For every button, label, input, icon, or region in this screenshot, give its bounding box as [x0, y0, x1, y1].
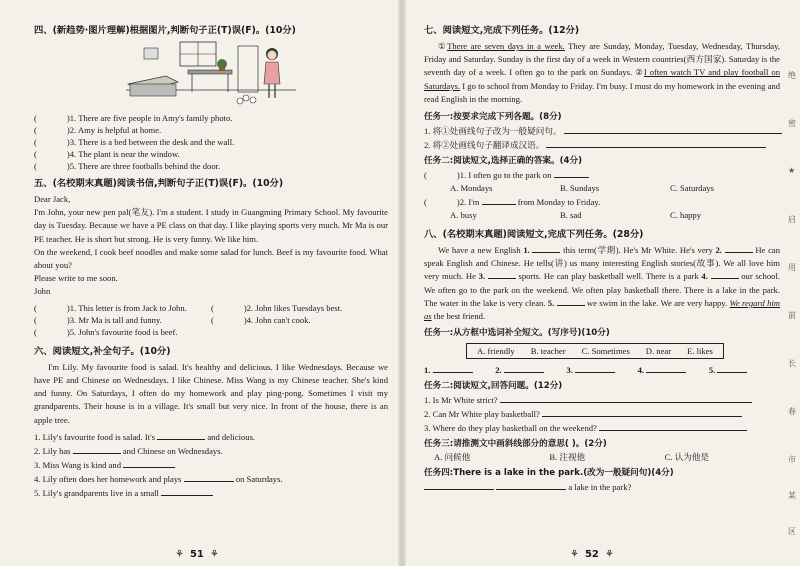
lily-passage: I'm Lily. My favourite food is salad. It's healthy and delicious. I like Wednesdays. Because we have PE and Chinese on Wednesdays. I like Chinese. Miss Wang is my Chinese teacher. She's kind and funny. On Saturdays, I often do my homework and play ping-pong. Sometimes I visit my grandparents. Their house is in a village. It's small but very nice. In front of the house, there is an apple tree. — [34, 361, 388, 425]
s7-task-1-q2: 2. 将②处画线句子翻译成汉语。 — [424, 138, 780, 152]
section-7-title: 七、阅读短文,完成下列任务。(12分) — [424, 25, 580, 36]
s4-item: ( )4. The plant is near the window. — [34, 149, 180, 159]
s8-task-1: 任务一:从方框中选词补全短文。(写序号)(10分) — [424, 328, 610, 339]
section-8-title: 八、(名校期末真题)阅读短文,完成下列任务。(28分) — [424, 229, 644, 241]
s6-question: 4. Lily often does her homework and plays on Saturdays. — [34, 473, 283, 484]
word-box: A. friendly B. teacher C. Sometimes D. near E. likes — [466, 343, 724, 359]
s6-question: 5. Lily's grandparents live in a small — [34, 486, 388, 500]
s8-task-3: 任务三:请推测文中画斜线部分的意思( )。(2分) — [424, 439, 607, 450]
s7-mcq-1: ( )1. I often go to the park on . — [424, 170, 590, 181]
s5-items-row: ( )1. This letter is from Jack to John. ( )2. John likes Tuesdays best. — [34, 302, 343, 313]
word-box-blanks: 1. 2. 3. 4. 5. — [424, 364, 780, 377]
s5-items-row: ( )5. John's favourite food is beef. — [34, 327, 178, 338]
s8-question: 2. Can Mr White play basketball? — [424, 407, 780, 421]
s8-task-2: 任务二:阅读短文,回答问题。(12分) — [424, 381, 563, 392]
s6-question: 3. Miss Wang is kind and — [34, 458, 388, 472]
s8-question: 3. Where do they play basketball on the weekend? — [424, 421, 780, 435]
letter-signature: John — [34, 286, 51, 297]
sprout-icon: ⚘ — [604, 549, 614, 560]
week-passage: ①There are seven days in a week. They are Sunday, Monday, Tuesday, Wednesday, Thursday, Friday and Saturday. Sunday is the first day of a week in Western countries(西方国家). Saturday is the seventh day of a week. I often go to the park on Sundays. ②I often watch TV and play football on Saturdays. I go to school from Monday to Friday. I'm busy. I must do my homework in the evening and read English in the morning. — [424, 41, 780, 104]
s5-items-row: ( )3. Mr Ma is tall and funny. ( )4. John can't cook. — [34, 315, 311, 326]
sprout-icon: ⚘ — [209, 549, 219, 560]
s7-mcq-2: ( )2. I'm from Monday to Friday. — [424, 197, 601, 208]
s7-mcq-1-options: A. Mondays B. Sundays C. Saturdays — [450, 183, 714, 194]
s8-task-3-options: A. 问候他 B. 注视他 C. 认为他是 — [434, 452, 710, 463]
s8-question: 1. Is Mr White strict? — [424, 393, 780, 407]
s4-item: ( )1. There are five people in Amy's family photo. — [34, 113, 233, 123]
sprout-icon: ⚘ — [175, 549, 184, 560]
letter-greeting: Dear Jack, — [34, 194, 71, 204]
page-number-right: ⚘ 52 ⚘ — [570, 549, 614, 560]
section-4-items — [34, 112, 388, 172]
s7-task-1: 任务一:按要求完成下列各题。(8分) — [424, 112, 562, 123]
s7-task-2: 任务二:阅读短文,选择正确的答案。(4分) — [424, 156, 583, 167]
letter-paragraph-3: Please write to me soon. — [34, 273, 118, 284]
s4-item: ( )3. There is a bed between the desk and the wall. — [34, 137, 235, 147]
room-illustration — [126, 40, 296, 108]
binding-edge-marks: 绝 密 ★ 启 用 前 长 春 市 某 区 — [788, 71, 796, 536]
section-6-title: 六、阅读短文,补全句子。(10分) — [34, 345, 171, 357]
letter-paragraph-1: I'm John, your new pen pal(笔友). I'm a student. I study in Guangming Primary School. My favourite day is Tuesday. Because we have a PE class on that day. I like playing sports very much. Mr Ma is our PE teacher. He is short but strong. He is very funny. We like him. — [34, 207, 388, 244]
teacher-passage: We have a new English 1. this term(学期). He's Mr White. He's very 2. He can speak English and Chinese. He tells(讲) us many interesting English stories(故事). We all love him very much. He 3. sports. He can play basketball well. There is a park 4. our school. We often go to the park on the weekend. We often play basketball there. There is a lake in the park. The water in the lake is very clean. 5. we swim in the lake. We are very happy. We regard him as the best friend. — [424, 245, 780, 322]
s4-item: ( )5. There are three footballs behind the door. — [34, 161, 221, 171]
page-number-left: ⚘ 51 ⚘ — [175, 549, 219, 560]
section-4-title: 四、(新趋势·图片理解)根据图片,判断句子正(T)误(F)。(10分) — [34, 25, 296, 36]
s6-question: 1. Lily's favourite food is salad. It's and delicious. — [34, 431, 256, 442]
letter-paragraph-2: On the weekend, I cook beef noodles and make some salad for lunch. Beef is my favourite food. What about you? — [34, 246, 388, 271]
s8-task-4: 任务四:There is a lake in the park.(改为一般疑问句)(4分) — [424, 468, 674, 479]
s8-task-4-answer: a lake in the park? — [424, 480, 780, 494]
sprout-icon: ⚘ — [570, 549, 579, 560]
s4-item: ( )2. Amy is helpful at home. — [34, 125, 162, 135]
s6-question: 2. Lily has and Chinese on Wednesdays. — [34, 445, 223, 456]
right-page — [402, 0, 800, 566]
section-5-title: 五、(名校期末真题)阅读书信,判断句子正(T)误(F)。(10分) — [34, 178, 284, 189]
s7-mcq-2-options: A. busy B. sad C. happy — [450, 210, 702, 221]
s7-task-1-q1: 1. 将①处画线句子改为一般疑问句。 — [424, 124, 780, 138]
